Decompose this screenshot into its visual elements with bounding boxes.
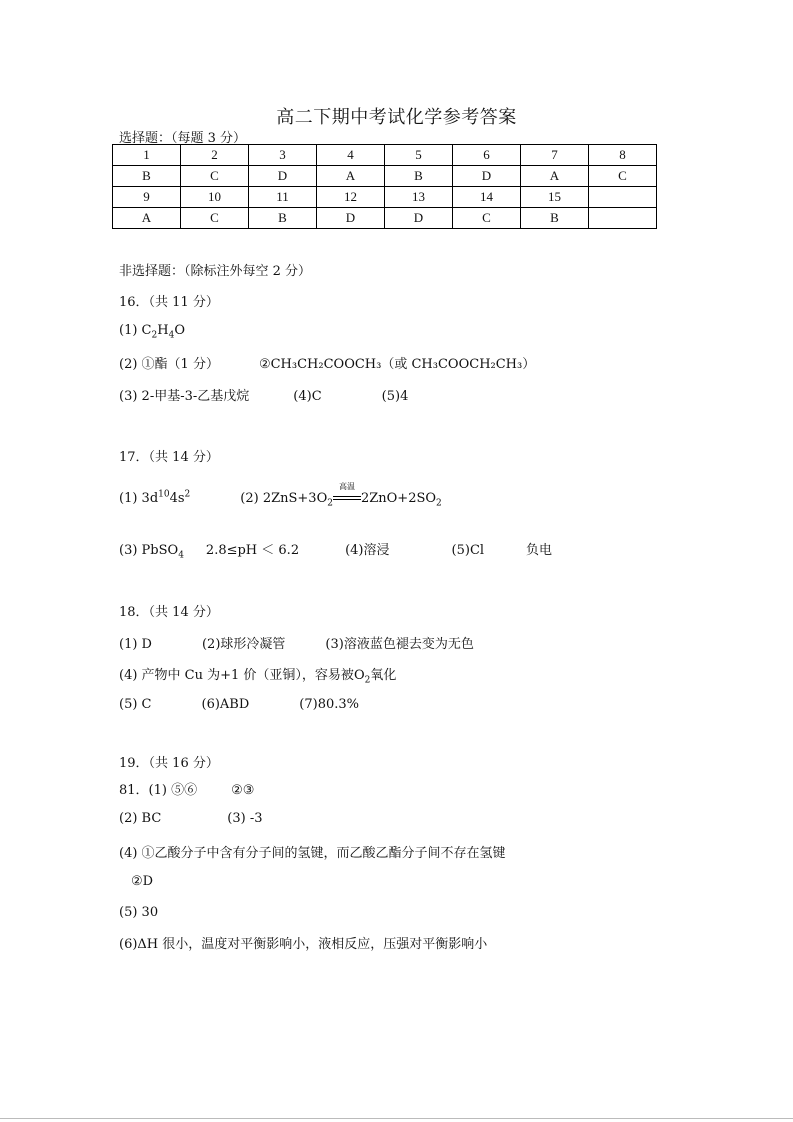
table-cell: 11 — [249, 187, 317, 208]
q19-answer-4: (4) ①乙酸分子中含有分子间的氢键，而乙酸乙酯分子间不存在氢键 — [119, 846, 506, 861]
q17-heading: 17．（共 14 分） — [119, 450, 219, 465]
table-cell: D — [317, 208, 385, 229]
table-cell: 7 — [521, 145, 589, 166]
q16-answer-1: (1) $C_2H_4O$ — [119, 323, 185, 341]
table-cell: 1 — [113, 145, 181, 166]
answer-table — [112, 144, 657, 229]
page-title: 高二下期中考试化学参考答案 — [276, 107, 517, 128]
nonmc-section-label: 非选择题：（除标注外每空 2 分） — [119, 264, 312, 279]
page-bottom-edge — [0, 1118, 793, 1119]
table-cell: D — [385, 208, 453, 229]
q19-answer-5: (5) 30 — [119, 905, 159, 920]
table-cell: 3 — [249, 145, 317, 166]
q17-answer-2: (2) $2ZnS+3O_2$ 高温 $2ZnO+2SO_2$ — [240, 482, 442, 509]
table-cell: B — [113, 166, 181, 187]
table-row — [113, 208, 657, 229]
q16-answer-3: (3) 2-甲基-3-乙基戊烷 — [119, 389, 250, 404]
table-cell: B — [521, 208, 589, 229]
table-cell: D — [249, 166, 317, 187]
q17-answer-1-2 — [119, 482, 442, 509]
q16-answer-4: (4)C — [293, 389, 322, 404]
table-cell: C — [181, 166, 249, 187]
q19-answer-4b: ②D — [131, 874, 154, 889]
table-cell: 15 — [521, 187, 589, 208]
q19-heading: 19．（共 16 分） — [119, 756, 219, 771]
table-cell: A — [521, 166, 589, 187]
table-cell: 6 — [453, 145, 521, 166]
table-row — [113, 145, 657, 166]
q19-answer-6: (6)ΔH 很小，温度对平衡影响小，液相反应，压强对平衡影响小 — [119, 937, 488, 952]
q18-answer-4: (4) 产物中 Cu 为+1 价（亚铜），容易被$O_2$氧化 — [119, 668, 397, 686]
table-cell: D — [453, 166, 521, 187]
q16-answer-3-5 — [119, 385, 408, 404]
table-cell — [589, 208, 657, 229]
table-cell: 4 — [317, 145, 385, 166]
table-cell: C — [453, 208, 521, 229]
q18-answer-1-3: (1) D (2)球形冷凝管 (3)溶液蓝色褪去变为无色 — [119, 637, 474, 652]
reaction-arrow: 高温 — [333, 488, 361, 502]
table-cell: B — [385, 166, 453, 187]
table-cell: A — [113, 208, 181, 229]
table-cell: 14 — [453, 187, 521, 208]
table-cell: 12 — [317, 187, 385, 208]
table-cell: 10 — [181, 187, 249, 208]
table-cell: 8 — [589, 145, 657, 166]
q16-answer-2: (2) ①酯（1 分） ②CH₃CH₂COOCH₃（或 CH₃COOCH₂CH₃） — [119, 357, 536, 372]
table-row — [113, 187, 657, 208]
table-cell: 9 — [113, 187, 181, 208]
q19-answer-1: 81．(1) ⑤⑥ ②③ — [119, 783, 255, 798]
table-cell: 5 — [385, 145, 453, 166]
table-cell: B — [249, 208, 317, 229]
table-row — [113, 166, 657, 187]
table-cell: 13 — [385, 187, 453, 208]
mc-section-label: 选择题：（每题 3 分） — [119, 131, 247, 146]
table-cell: C — [181, 208, 249, 229]
q17-answer-1: (1) $3d^{10}4s^2$ — [119, 489, 191, 506]
q17-answer-3-5: (3) PbSO$_4$ 2.8≤pH ＜ 6.2 (4)溶浸 (5)Cl 负电 — [119, 543, 553, 561]
table-cell: C — [589, 166, 657, 187]
q16-heading: 16．（共 11 分） — [119, 295, 219, 310]
q18-heading: 18．（共 14 分） — [119, 605, 219, 620]
q16-answer-5: (5)4 — [381, 389, 409, 404]
q19-answer-2-3: (2) BC (3) -3 — [119, 811, 263, 826]
q18-answer-5-7: (5) C (6)ABD (7)80.3% — [119, 697, 359, 712]
table-cell: 2 — [181, 145, 249, 166]
table-cell: A — [317, 166, 385, 187]
table-cell — [589, 187, 657, 208]
